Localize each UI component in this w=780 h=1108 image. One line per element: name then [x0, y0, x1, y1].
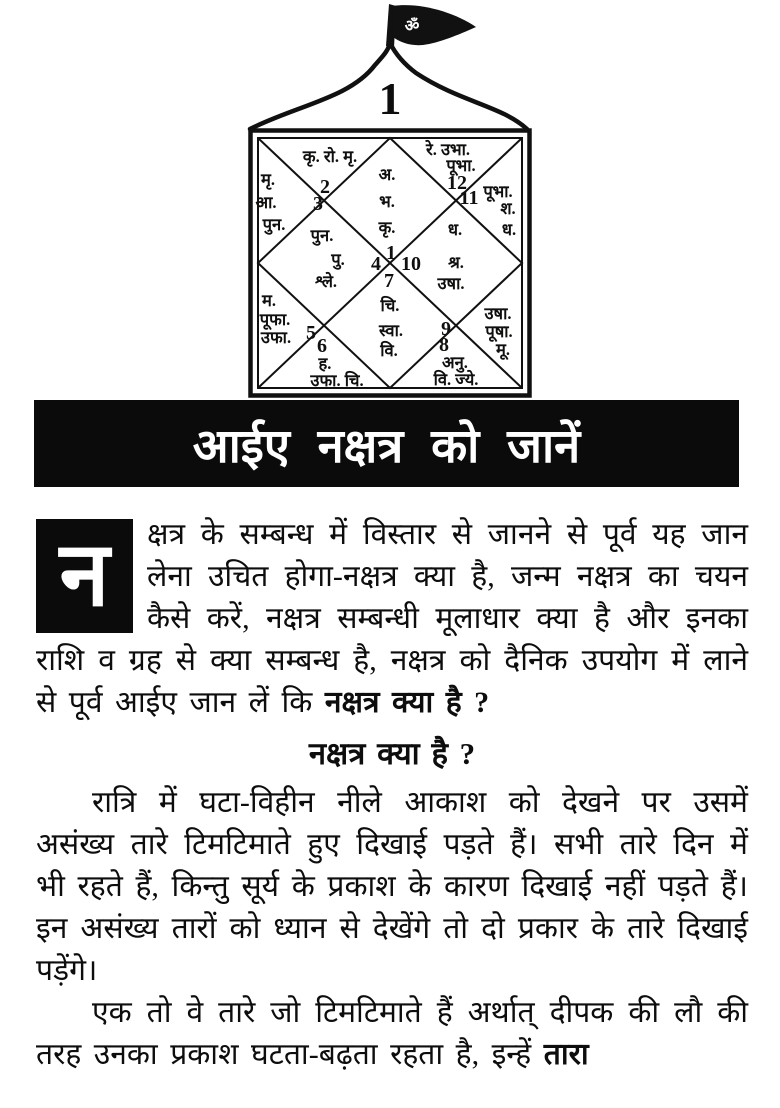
body-paragraph — [36, 782, 748, 992]
nakshatra-label: रे. उभा. — [425, 140, 471, 159]
house-number: 12 — [447, 172, 467, 194]
house-number: 3 — [313, 193, 323, 215]
nakshatra-label: कृ. रो. मृ. — [302, 147, 358, 166]
nakshatra-label: आ. — [255, 193, 277, 212]
nakshatra-label: ध. — [501, 220, 517, 239]
nakshatra-label: श्र. — [448, 253, 464, 272]
nakshatra-label: स्वा. — [379, 321, 403, 340]
intro-paragraph — [36, 514, 748, 724]
nakshatra-label: म. — [262, 291, 276, 310]
nakshatra-label: वि. — [380, 341, 398, 360]
section-heading: नक्षत्र क्या है ? — [308, 736, 476, 771]
intro-text-bold: नक्षत्र क्या है ? — [324, 686, 490, 719]
nakshatra-label: भ. — [379, 192, 395, 211]
chapter-number: 1 — [378, 73, 402, 124]
house-number: 4 — [371, 253, 381, 275]
nakshatra-label: अ. — [378, 165, 396, 184]
nakshatra-label: मू. — [496, 340, 510, 359]
paragraph-text: एक तो वे तारे जो टिमटिमाते हैं अर्थात् दीपक की लौ की तरह उनका प्रकाश घटता-बढ़ता रहता है, इन्हें — [36, 996, 748, 1071]
nakshatra-label: वि. ज्ये. — [433, 370, 479, 389]
house-number: 2 — [320, 176, 330, 198]
nakshatra-label: पुन. — [262, 215, 286, 234]
page-title: आईए नक्षत्र को जानें — [192, 420, 581, 473]
nakshatra-label: कृ. — [378, 218, 396, 237]
nakshatra-label: पुन. — [310, 226, 334, 245]
nakshatra-label: श. — [500, 199, 516, 218]
om-icon: ॐ — [404, 18, 420, 35]
nakshatra-label: ध. — [447, 220, 463, 239]
house-number: 10 — [401, 253, 421, 275]
nakshatra-label: पूफा. — [259, 310, 291, 329]
article-body — [36, 514, 748, 1076]
nakshatra-label: चि. — [380, 296, 400, 315]
house-number: 6 — [317, 335, 327, 357]
house-number: 1 — [386, 242, 396, 264]
house-number: 8 — [439, 334, 449, 356]
nakshatra-label: पूभा. — [483, 182, 513, 201]
paragraph-text-bold: तारा — [543, 1038, 589, 1071]
nakshatra-label: उफा. चि. — [310, 371, 364, 390]
nakshatra-label: ह. — [318, 354, 332, 373]
nakshatra-label: मृ. — [261, 170, 275, 189]
drop-cap: न — [36, 519, 133, 633]
paragraph-text: रात्रि में घटा-विहीन नीले आकाश को देखने पर उसमें असंख्य तारे टिमटिमाते हुए दिखाई पड़ते हैं। सभी तारे दिन में भी रहते हैं, किन्तु सूर्य के प्रकाश के कारण दिखाई नहीं पड़ते हैं। इन असंख्य तारों को ध्यान से देखेंगे तो दो प्रकार के तारे दिखाई पड़ेंगे। — [36, 786, 748, 987]
house-number: 7 — [384, 270, 394, 292]
nakshatra-label: पूभा. — [446, 156, 476, 175]
nakshatra-label: पूषा. — [485, 322, 513, 341]
nakshatra-label: पु. — [331, 250, 345, 269]
house-number: 9 — [441, 318, 451, 340]
nakshatra-label: उफा. — [260, 328, 292, 347]
kundali-chart — [248, 128, 532, 398]
house-number: 5 — [306, 322, 316, 344]
nakshatra-label: अनु. — [442, 353, 468, 372]
dome-figure — [228, 2, 552, 132]
nakshatra-label: उषा. — [484, 304, 512, 323]
nakshatra-label: उषा. — [437, 274, 465, 293]
nakshatra-label: श्ले. — [314, 272, 338, 291]
intro-text: क्षत्र के सम्बन्ध में विस्तार से जानने से पूर्व यह जान लेना उचित होगा-नक्षत्र क्या है, जन्म नक्षत्र का चयन कैसे करें, नक्षत्र सम्बन्धी मूलाधार क्या है और इनका राशि व ग्रह से क्या सम्बन्ध है, नक्षत्र को दैनिक उपयोग में लाने से पूर्व आईए जान लें कि — [36, 518, 748, 719]
title-banner — [34, 400, 739, 487]
house-number: 11 — [459, 187, 479, 209]
body-paragraph — [36, 992, 748, 1076]
